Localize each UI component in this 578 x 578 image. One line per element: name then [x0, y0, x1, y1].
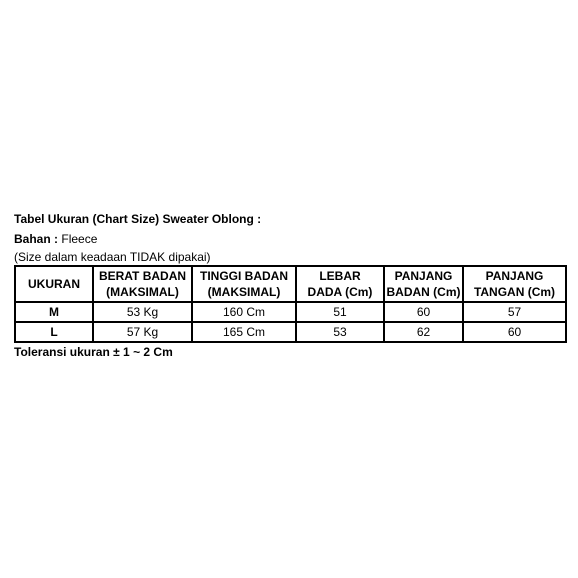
header-line: PANJANG	[485, 269, 544, 283]
header-line: (MAKSIMAL)	[106, 285, 179, 299]
header-line: UKURAN	[28, 277, 80, 291]
header-lebar-dada	[296, 266, 384, 302]
table-row	[15, 322, 566, 342]
size-chart-document	[14, 211, 578, 360]
chart-title: Tabel Ukuran (Chart Size) Sweater Oblong :	[14, 212, 262, 226]
cell-panjang-tangan: 60	[463, 322, 566, 342]
cell-lebar-dada: 51	[296, 302, 384, 322]
cell-lebar-dada: 53	[296, 322, 384, 342]
cell-panjang-badan: 62	[384, 322, 463, 342]
cell-tinggi-badan: 165 Cm	[192, 322, 296, 342]
size-table	[14, 265, 567, 343]
material-line	[14, 231, 578, 247]
cell-ukuran: M	[15, 302, 93, 322]
cell-tinggi-badan: 160 Cm	[192, 302, 296, 322]
header-line: LEBAR	[319, 269, 361, 283]
cell-panjang-tangan: 57	[463, 302, 566, 322]
material-value: Fleece	[61, 232, 98, 246]
table-row	[15, 302, 566, 322]
cell-berat-badan: 53 Kg	[93, 302, 192, 322]
cell-berat-badan: 57 Kg	[93, 322, 192, 342]
cell-ukuran: L	[15, 322, 93, 342]
header-line: BERAT BADAN	[98, 269, 187, 283]
tolerance-note: Toleransi ukuran ± 1 ~ 2 Cm	[14, 345, 173, 359]
header-line: BADAN (Cm)	[386, 285, 461, 299]
header-berat-badan	[93, 266, 192, 302]
header-line: TINGGI BADAN	[200, 269, 288, 283]
header-line: (MAKSIMAL)	[207, 285, 281, 299]
size-note: (Size dalam keadaan TIDAK dipakai)	[14, 250, 211, 264]
header-line: DADA (Cm)	[307, 285, 373, 299]
header-ukuran	[15, 266, 93, 302]
header-line: PANJANG	[394, 269, 453, 283]
header-panjang-tangan	[463, 266, 566, 302]
header-tinggi-badan	[192, 266, 296, 302]
table-header-row	[15, 266, 566, 302]
material-label: Bahan :	[14, 232, 59, 246]
cell-panjang-badan: 60	[384, 302, 463, 322]
header-line: TANGAN (Cm)	[473, 285, 556, 299]
header-panjang-badan	[384, 266, 463, 302]
